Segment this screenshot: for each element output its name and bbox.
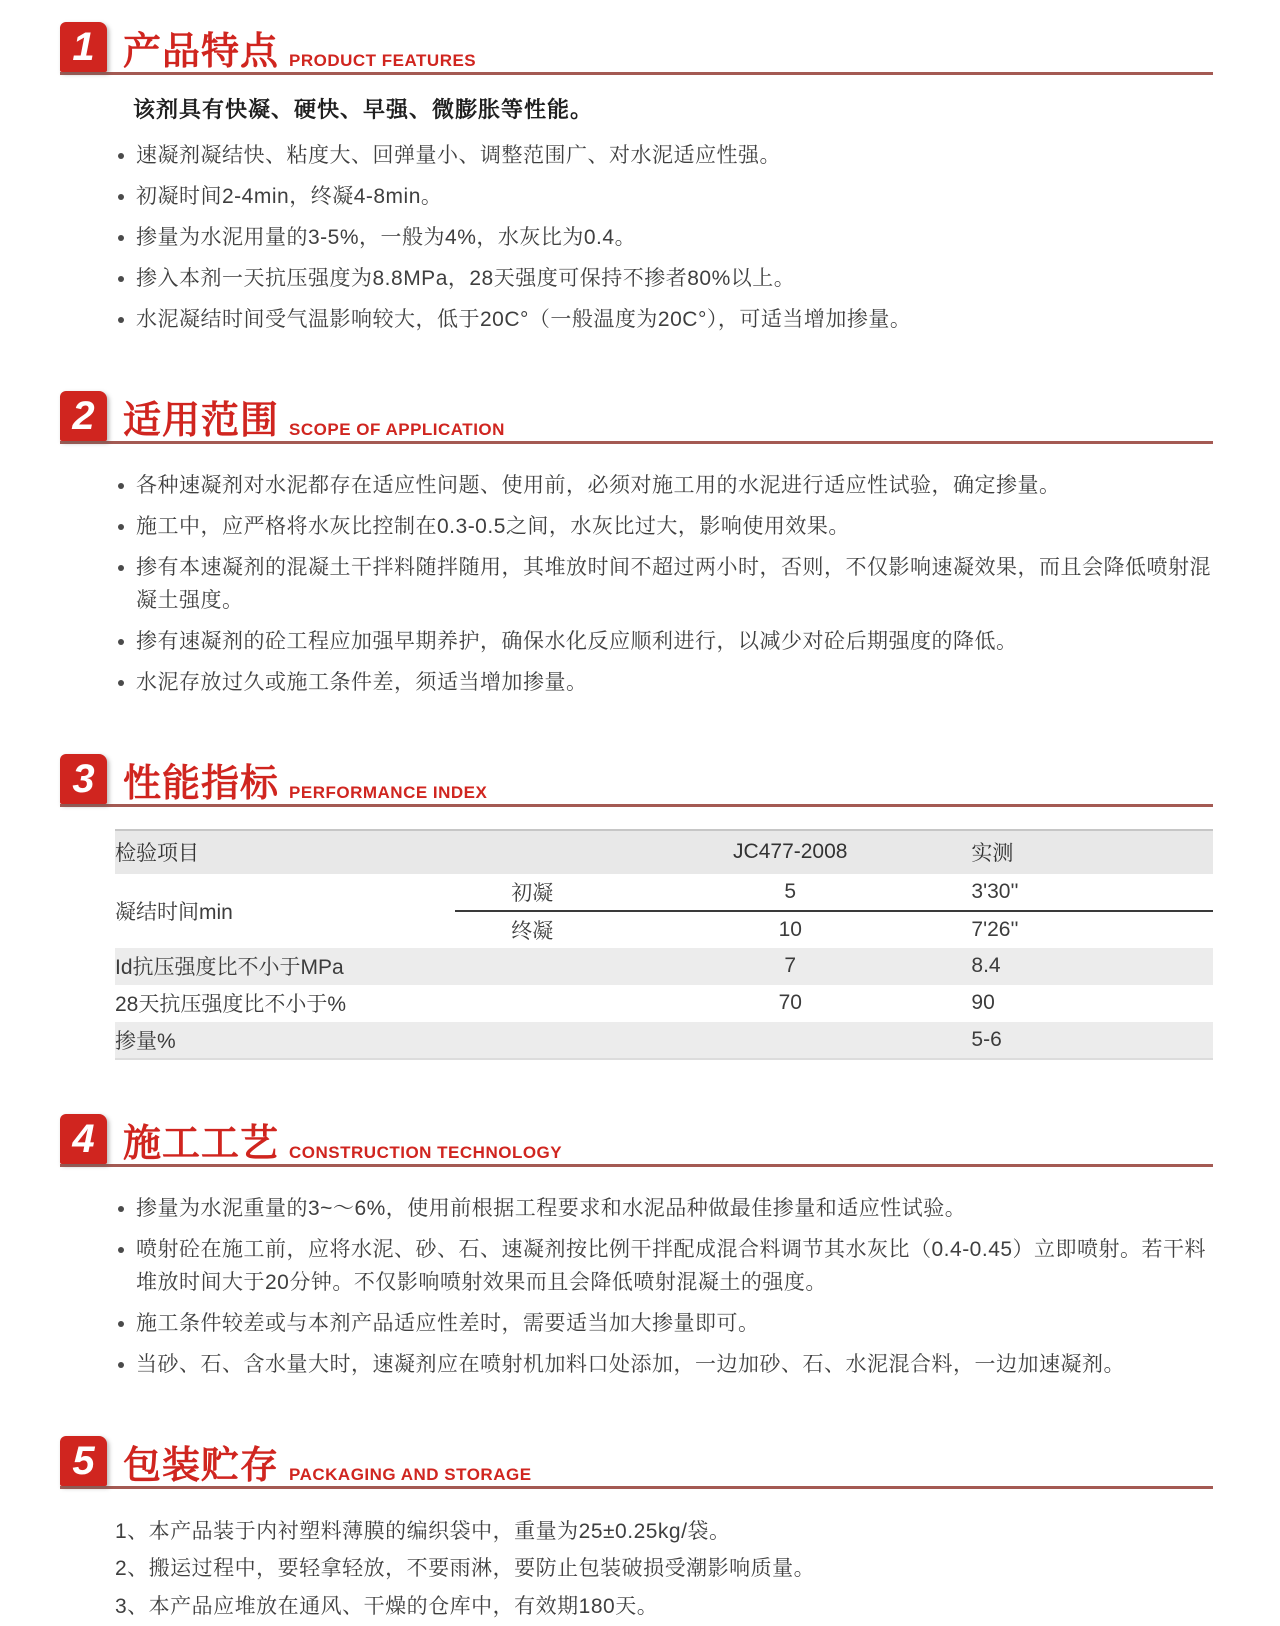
section-4-header (60, 1114, 1213, 1167)
cell-1d-strength: Id抗压强度比不小于MPa (115, 956, 344, 980)
section-5-header (60, 1436, 1213, 1489)
cell-setting-time: 凝结时间min (115, 900, 233, 924)
section-scope-of-application (60, 391, 1213, 700)
bullet-item: 喷射砼在施工前，应将水泥、砂、石、速凝剂按比例干拌配成混合料调节其水灰比（0.4-0.45）立即喷射。若干料堆放时间大于20分钟。不仅影响喷射效果而且会降低喷射混凝土的强度。 (115, 1234, 1213, 1300)
section-5-item-list (115, 1513, 1213, 1626)
bullet-item: 当砂、石、含水量大时，速凝剂应在喷射机加料口处添加，一边加砂、石、水泥混合料，一边加速凝剂。 (115, 1349, 1213, 1382)
cell-initial-set-label: 初凝 (455, 874, 609, 911)
section-4-title: 施工工艺 (123, 1122, 280, 1165)
bullet-item: 各种速凝剂对水泥都存在适应性问题、使用前，必须对施工用的水泥进行适应性试验，确定掺量。 (115, 470, 1213, 503)
section-1-number-badge: 1 (60, 22, 107, 72)
section-5-subtitle-en: PACKAGING AND STORAGE (289, 1464, 532, 1484)
section-5-title: 包装贮存 (123, 1444, 280, 1487)
bullet-item: 掺有速凝剂的砼工程应加强早期养护，确保水化反应顺利进行，以减少对砼后期强度的降低。 (115, 626, 1213, 659)
table-header-row (115, 830, 1213, 874)
section-packaging-and-storage (60, 1436, 1213, 1626)
table-row (115, 874, 1213, 911)
bullet-item: 初凝时间2-4min，终凝4-8min。 (115, 181, 1213, 214)
cell-dosage-measured: 5-6 (971, 1022, 1213, 1059)
section-1-bullet-list (115, 140, 1213, 337)
table-row (115, 985, 1213, 1022)
section-4-number-badge: 4 (60, 1114, 107, 1164)
section-1-title: 产品特点 (123, 31, 280, 73)
section-2-title: 适用范围 (123, 399, 280, 442)
bullet-item: 掺量为水泥重量的3~～6%，使用前根据工程要求和水泥品种做最佳掺量和适应性试验。 (115, 1193, 1213, 1226)
cell-28d-strength: 28天抗压强度比不小于% (115, 993, 347, 1017)
section-2-number-badge: 2 (60, 391, 107, 441)
section-1-intro: 该剂具有快凝、硬快、早强、微膨胀等性能。 (133, 97, 594, 122)
section-product-features (60, 22, 1213, 337)
cell-final-set-measured: 7'26'' (971, 917, 1019, 941)
cell-1d-strength-standard: 7 (784, 954, 797, 978)
cell-dosage-standard (609, 1022, 971, 1059)
numbered-item: 3、本产品应堆放在通风、干燥的仓库中，有效期180天。 (115, 1595, 659, 1619)
section-2-subtitle-en: SCOPE OF APPLICATION (289, 419, 505, 439)
numbered-item: 2、搬运过程中，要轻拿轻放，不要雨淋，要防止包装破损受潮影响质量。 (115, 1557, 816, 1581)
header-measured: 实测 (971, 842, 1014, 866)
bullet-item: 水泥凝结时间受气温影响较大，低于20C°（一般温度为20C°），可适当增加掺量。 (115, 304, 1213, 337)
section-5-number-badge: 5 (60, 1436, 107, 1486)
cell-final-set-standard: 10 (778, 917, 802, 941)
section-1-subtitle-en: PRODUCT FEATURES (289, 51, 477, 70)
section-3-header (60, 754, 1213, 807)
cell-28d-strength-measured: 90 (971, 991, 995, 1015)
section-3-subtitle-en: PERFORMANCE INDEX (289, 782, 488, 802)
section-2-header (60, 391, 1213, 444)
bullet-item: 掺入本剂一天抗压强度为8.8MPa，28天强度可保持不掺者80%以上。 (115, 263, 1213, 296)
bullet-item: 掺量为水泥用量的3-5%，一般为4%，水灰比为0.4。 (115, 222, 1213, 255)
section-performance-index (60, 754, 1213, 1060)
header-standard: JC477-2008 (733, 840, 848, 864)
bullet-item: 速凝剂凝结快、粘度大、回弹量小、调整范围广、对水泥适应性强。 (115, 140, 1213, 173)
header-blank (455, 830, 609, 874)
performance-index-table (115, 829, 1213, 1060)
section-construction-technology (60, 1114, 1213, 1382)
cell-28d-strength-standard: 70 (778, 991, 802, 1015)
section-1-header (60, 22, 1213, 75)
numbered-item: 1、本产品装于内衬塑料薄膜的编织袋中，重量为25±0.25kg/袋。 (115, 1519, 731, 1543)
section-4-bullet-list (115, 1193, 1213, 1382)
cell-dosage: 掺量% (115, 1022, 455, 1059)
cell-initial-set-measured: 3'30'' (971, 874, 1213, 911)
section-3-number-badge: 3 (60, 754, 107, 804)
bullet-item: 掺有本速凝剂的混凝土干拌料随拌随用，其堆放时间不超过两小时，否则，不仅影响速凝效果，而且会降低喷射混凝土强度。 (115, 552, 1213, 618)
table-row (115, 948, 1213, 985)
section-4-subtitle-en: CONSTRUCTION TECHNOLOGY (289, 1142, 563, 1162)
bullet-item: 施工条件较差或与本剂产品适应性差时，需要适当加大掺量即可。 (115, 1308, 1213, 1341)
cell-1d-strength-measured: 8.4 (971, 954, 1001, 978)
table-row (115, 1022, 1213, 1059)
cell-initial-set-standard: 5 (609, 874, 971, 911)
bullet-item: 水泥存放过久或施工条件差，须适当增加掺量。 (115, 667, 1213, 700)
bullet-item: 施工中，应严格将水灰比控制在0.3-0.5之间，水灰比过大，影响使用效果。 (115, 511, 1213, 544)
section-2-bullet-list (115, 470, 1213, 700)
header-test-item: 检验项目 (115, 842, 199, 866)
cell-final-set-label: 终凝 (511, 919, 554, 943)
section-3-title: 性能指标 (123, 762, 280, 805)
